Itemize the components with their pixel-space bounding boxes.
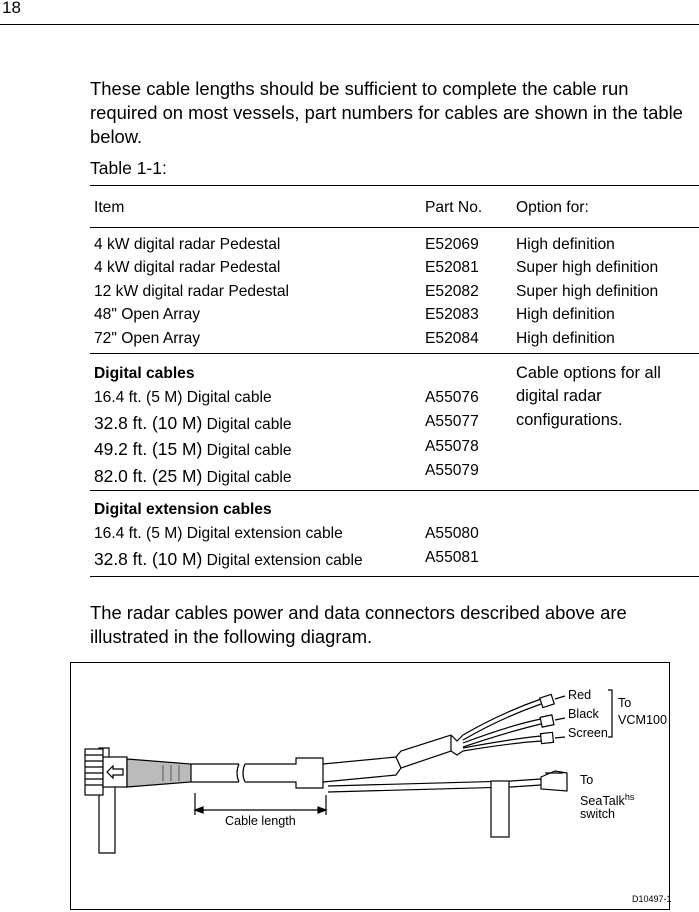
table-row-part: A55080 (425, 525, 479, 542)
option-text-line: configurations. (516, 410, 623, 429)
extension-cable-items (94, 498, 363, 573)
header-part-no: Part No. (425, 199, 483, 216)
digital-cable-parts (425, 386, 479, 484)
cable-length-label: Cable length (225, 814, 296, 828)
table-row-item: 48" Open Array (94, 306, 201, 324)
pedestal-items (94, 233, 289, 350)
table-row-option: High definition (516, 306, 615, 324)
table-row-part: A55077 (425, 413, 479, 431)
table-row-part: A55081 (425, 549, 479, 567)
table-row-part: E52084 (425, 329, 479, 347)
table-row-item: 12 kW digital radar Pedestal (94, 282, 290, 300)
table-row-part: E52082 (425, 282, 479, 300)
table-row-part: A55076 (425, 389, 479, 406)
table-row-part: A55079 (425, 462, 479, 480)
header-item: Item (94, 199, 125, 216)
table-row-part: A55078 (425, 437, 479, 455)
option-text-line: Cable options for all (516, 364, 661, 382)
table-row-option: High definition (516, 329, 615, 347)
digital-cables-heading: Digital cables (94, 365, 195, 382)
extension-cables-heading: Digital extension cables (94, 501, 272, 518)
section-rule (90, 353, 699, 354)
table-row-item: 32.8 ft. (10 M) Digital extension cable (94, 548, 363, 569)
vcm-label-to: To (618, 696, 632, 710)
pedestal-options (516, 233, 658, 350)
extension-cable-parts (425, 522, 479, 571)
cable-diagram (70, 662, 670, 910)
table-row-option: Super high definition (516, 282, 659, 300)
header-rule-bottom (90, 227, 699, 228)
digital-cable-options (516, 362, 661, 432)
table-row-item: 16.4 ft. (5 M) Digital cable (94, 389, 272, 407)
table-bottom-rule (90, 576, 699, 577)
wire-label-screen: Screen (568, 726, 608, 740)
table-row-item: 72" Open Array (94, 329, 201, 347)
digital-cable-items (94, 362, 292, 490)
pedestal-parts (425, 233, 479, 350)
intro-paragraph: These cable lengths should be sufficient to complete the cable run required on most vessels, part numbers for cables are shown in the table below. (90, 78, 683, 147)
page-number: 18 (2, 0, 21, 17)
header-option: Option for: (516, 199, 589, 216)
header-rule (0, 24, 699, 25)
table-row-item: 82.0 ft. (25 M) Digital cable (94, 465, 292, 486)
table-row-item: 32.8 ft. (10 M) Digital cable (94, 412, 292, 433)
table-top-rule (90, 185, 699, 186)
table-row-part: E52083 (425, 306, 479, 324)
table-row-part: E52081 (425, 259, 479, 277)
table-row-item: 4 kW digital radar Pedestal (94, 259, 281, 277)
table-row-item: 49.2 ft. (15 M) Digital cable (94, 439, 292, 460)
table-row-option: Super high definition (516, 259, 659, 277)
option-text-line: digital radar (516, 387, 602, 406)
wire-label-red: Red (568, 688, 592, 702)
seatalk-label-to: To (580, 773, 594, 787)
seatalk-label-switch: switch (580, 807, 615, 821)
table-row-item: 4 kW digital radar Pedestal (94, 236, 281, 253)
outro-paragraph: The radar cables power and data connectors described above are illustrated in the following diagram. (90, 602, 627, 647)
section-rule (90, 490, 699, 491)
figure-id: D10497-1 (632, 894, 672, 904)
wire-label-black: Black (568, 707, 599, 721)
table-row-part: E52069 (425, 236, 479, 253)
vcm-label-name: VCM100 (618, 713, 667, 727)
seatalk-label-name: SeaTalk$^{hs}$ (580, 792, 635, 809)
table-row-item: 16.4 ft. (5 M) Digital extension cable (94, 525, 343, 543)
table-caption: Table 1-1: (90, 158, 167, 178)
table-row-option: High definition (516, 236, 615, 253)
